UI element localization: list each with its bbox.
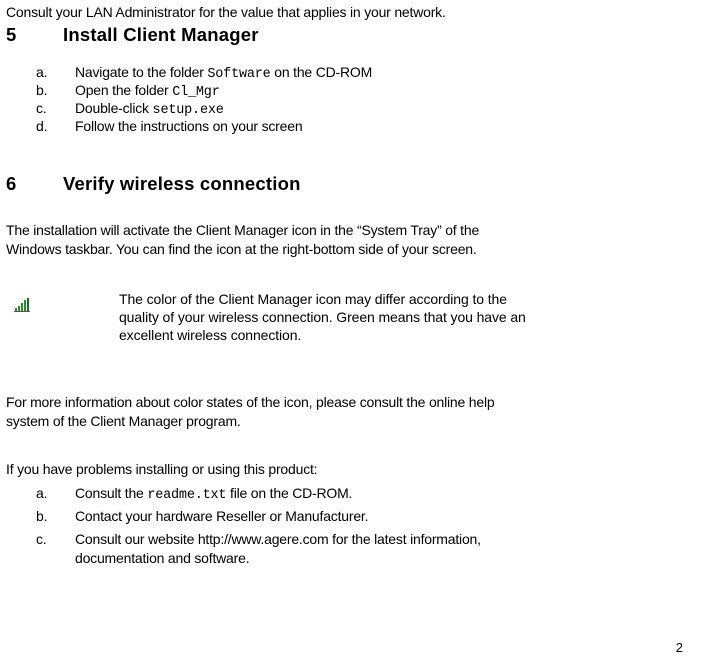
folder-name: Software bbox=[207, 67, 271, 82]
section-title: Verify wireless connection bbox=[63, 173, 301, 194]
list-item: b. Open the folder Cl_Mgr bbox=[36, 82, 220, 100]
list-item: c. Consult our website http://www.agere.com for the latest information, bbox=[36, 531, 481, 547]
list-item: d. Follow the instructions on your screen bbox=[36, 118, 303, 134]
section-number: 5 bbox=[6, 24, 17, 45]
section-title: Install Client Manager bbox=[63, 24, 259, 45]
page-number: 2 bbox=[675, 640, 683, 655]
folder-name: Cl_Mgr bbox=[172, 85, 220, 100]
signal-strength-icon bbox=[14, 298, 30, 312]
section-number: 6 bbox=[6, 173, 17, 194]
trouble-lead: If you have problems installing or using this product: bbox=[6, 461, 318, 477]
intro-text: Consult your LAN Administrator for the value that applies in your network. bbox=[6, 4, 446, 20]
list-item: b. Contact your hardware Reseller or Manufacturer. bbox=[36, 508, 369, 524]
list-item-continuation: documentation and software. bbox=[75, 550, 250, 566]
list-item: a. Consult the readme.txt file on the CD-ROM. bbox=[36, 485, 353, 503]
file-name: readme.txt bbox=[147, 488, 227, 503]
list-item: a. Navigate to the folder Software on the CD-ROM bbox=[36, 64, 373, 82]
list-item: c. Double-click setup.exe bbox=[36, 100, 224, 118]
section-5-heading bbox=[0, 24, 707, 50]
file-name: setup.exe bbox=[152, 103, 224, 118]
note-text: The color of the Client Manager icon may differ according to the quality of your wireless connection. Green means that you have an excellent wireless connection. bbox=[119, 291, 526, 343]
paragraph: The installation will activate the Client Manager icon in the “System Tray” of the Windows taskbar. You can find the icon at the right-bottom side of your screen. bbox=[6, 222, 480, 257]
section-6-heading bbox=[0, 173, 707, 199]
paragraph: For more information about color states of the icon, please consult the online help system of the Client Manager program. bbox=[6, 394, 495, 429]
